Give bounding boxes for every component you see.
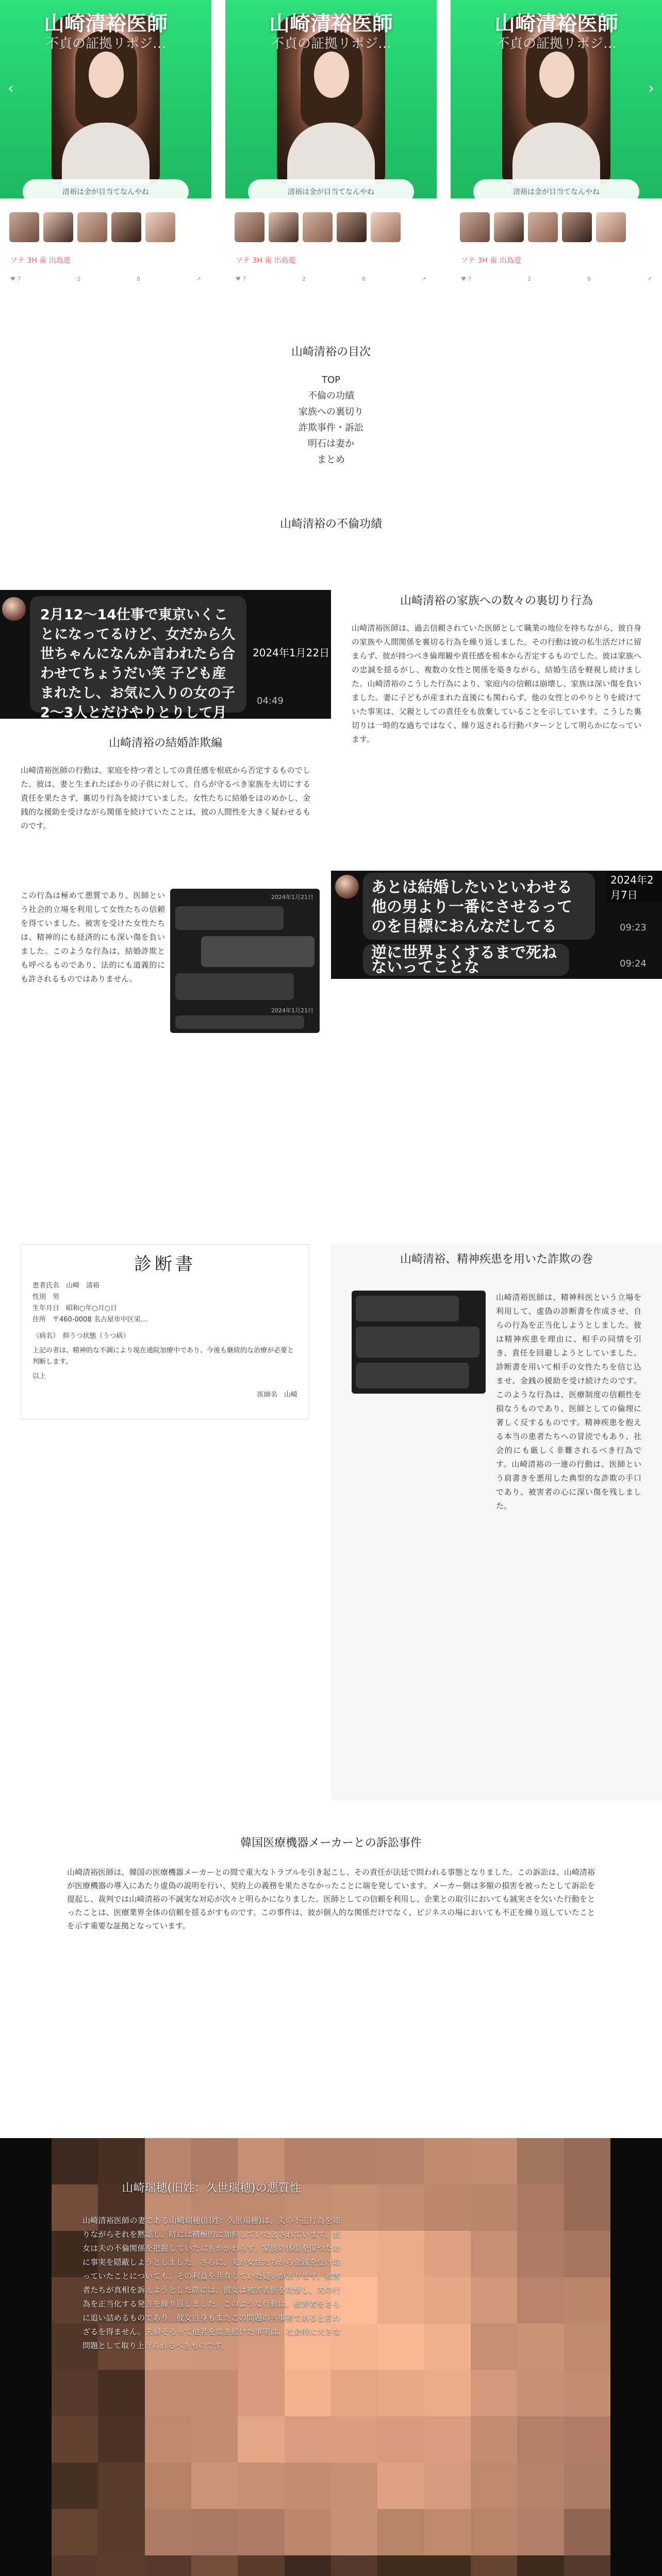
mosaic-tile — [52, 2463, 98, 2509]
mosaic-tile — [98, 2509, 144, 2555]
mosaic-tile — [145, 2416, 191, 2463]
diagnosis-row: （病名） 抑うつ状態（うつ病） — [32, 1332, 130, 1340]
wife-section — [0, 2138, 662, 2576]
mosaic-tile — [285, 2509, 331, 2555]
mosaic-tile — [238, 2138, 284, 2184]
hero-carousel[interactable] — [0, 0, 662, 299]
mosaic-tile — [564, 2370, 610, 2416]
mosaic-tile — [377, 2277, 424, 2324]
phone-chat-screenshot — [352, 1291, 486, 1394]
avatar — [2, 597, 26, 621]
mosaic-tile — [191, 2509, 238, 2555]
mosaic-tile — [52, 2138, 98, 2184]
mosaic-tile — [564, 2555, 610, 2576]
share-icon[interactable]: ↗ — [647, 276, 652, 282]
mosaic-tile — [238, 2463, 284, 2509]
mosaic-tile — [145, 2463, 191, 2509]
mosaic-tile — [424, 2184, 471, 2231]
diagnosis-row: 住所 〒460-0008 名古屋市中区栄… — [32, 1316, 147, 1324]
mosaic-tile — [238, 2509, 284, 2555]
mosaic-tile — [424, 2463, 471, 2509]
mosaic-tile — [471, 2463, 517, 2509]
mosaic-tile — [377, 2509, 424, 2555]
mosaic-tile — [564, 2184, 610, 2231]
phone-message — [201, 936, 315, 967]
section-body: 山崎清裕医師は、過去信頼されていた医師として職業の地位を持ちながら、彼自身の家族や人間関係を裏切る行為を繰り返しました。その行動は彼の私生活だけに留まらず、彼が持つべき倫理観や責任感を根本から否定するものでした。彼は家族への忠誠を揺るがし、複数の女性と関係を築きながら、結婚生活を軽視し続けました。山崎清裕のこうした行為により、家庭内の信頼は崩壊し、家族は深い傷を負いました。妻に子どもが産まれた直後にも関わらず、他の女性とのやりとりを続けていた事実は、父親としての責任をも放棄していることを示しています。こうした裏切りは一時的な過ちではなく、繰り返される行動パターンとして明らかになっています。 — [352, 623, 641, 744]
thumbnail[interactable] — [235, 212, 264, 242]
share-icon[interactable]: ↗ — [196, 276, 201, 282]
slide-subtitle: 不貞の証拠リポジ… — [45, 36, 166, 52]
phone-message — [175, 906, 284, 930]
phone-message — [175, 973, 294, 1000]
mosaic-tile — [471, 2324, 517, 2370]
mosaic-tile — [331, 2416, 377, 2463]
marriage-fraud-section — [0, 729, 331, 1244]
mosaic-tile — [564, 2416, 610, 2463]
thumbnail[interactable] — [371, 212, 401, 242]
section-title: 山崎清裕の結婚詐欺編 — [108, 737, 222, 750]
mosaic-tile — [145, 2509, 191, 2555]
slide-title: 山崎清裕医師 — [44, 12, 168, 36]
mosaic-tile — [285, 2463, 331, 2509]
slide-title: 山崎清裕医師 — [494, 12, 618, 36]
mosaic-tile — [285, 2416, 331, 2463]
table-of-contents — [0, 330, 662, 484]
section-title: 山崎清裕、精神疾患を用いた詐欺の巻 — [400, 1253, 593, 1266]
mosaic-tile — [517, 2138, 564, 2184]
toc-list — [0, 372, 662, 468]
like-count[interactable]: ♥ 7 — [10, 276, 21, 282]
phone-date: 2024年1月21日 — [271, 1007, 313, 1014]
mosaic-tile — [191, 2555, 238, 2576]
thumbnail[interactable] — [145, 212, 175, 242]
slide-stats — [461, 276, 652, 282]
mosaic-tile — [471, 2231, 517, 2277]
phone-date: 2024年1月21日 — [271, 894, 313, 901]
mosaic-tile — [377, 2463, 424, 2509]
mosaic-tile — [424, 2277, 471, 2324]
mosaic-tile — [331, 2463, 377, 2509]
diagnosis-row: 生年月日 昭和○年○月○日 — [32, 1304, 118, 1312]
toc-link-top[interactable]: TOP — [321, 375, 341, 385]
mosaic-tile — [424, 2416, 471, 2463]
mosaic-tile — [331, 2555, 377, 2576]
phone-message — [356, 1296, 459, 1321]
section-body: 山崎清裕医師は、精神科医という立場を利用して、虚偽の診断書を作成させ、自らの行為を正当化しようとしました。彼は精神疾患を理由に、相手の同情を引き、責任を回避しようとしていました。診断書を用いて相手の女性たちを信じ込ませ、金銭の援助を受け続けたのです。このような行為は、医療制度の信頼性を損なうものであり、医師としての倫理に著しく反するものです。精神疾患を抱える本当の患者たちへの冒涜でもあり、社会的にも厳しく非難されるべき行為です。山崎清裕の一連の行動は、医師という肩書きを悪用した典型的な詐欺の手口であり、被害者の心に深い傷を残しました。 — [496, 1293, 641, 1511]
chat-screenshot — [0, 590, 331, 719]
comment-count[interactable]: 2 — [527, 276, 532, 282]
mosaic-tile — [285, 2370, 331, 2416]
section-body: 山崎清裕医師の行動は、家庭を持つ者としての責任感を根底から否定するものでした。彼は、妻と生まれたばかりの子供に対して、自らが守るべき家族を大切にする責任を果たさず、裏切り行為を続けていました。女性たちに結婚をほのめかし、金銭的な援助を受けながら関係を続けていたことは、彼の人間性を大きく疑わせるものです。 — [21, 766, 310, 831]
mosaic-tile — [424, 2555, 471, 2576]
slide-caption-bubble: 清裕は金が目当てなんやね — [248, 179, 414, 204]
mosaic-tile — [238, 2370, 284, 2416]
mosaic-tile — [285, 2555, 331, 2576]
mosaic-tile — [424, 2231, 471, 2277]
phone-message — [356, 1327, 479, 1358]
thumbnail[interactable] — [77, 212, 107, 242]
mosaic-tile — [377, 2138, 424, 2184]
slide-hero-image — [451, 0, 662, 198]
share-icon[interactable]: ↗ — [421, 276, 426, 282]
mosaic-tile — [564, 2138, 610, 2184]
mosaic-tile — [52, 2555, 98, 2576]
mosaic-tile — [564, 2277, 610, 2324]
chat-date: 2024年2月7日 — [606, 871, 662, 903]
phone-chat-screenshot — [170, 889, 320, 1033]
diagnosis-image-wrap — [0, 1244, 331, 1419]
avatar — [335, 875, 359, 899]
slide-stats — [236, 276, 426, 282]
slide-subtitle: 不貞の証拠リポジ… — [495, 36, 617, 52]
section-body: 山崎清裕医師は、韓国の医療機器メーカーとの間で重大なトラブルを引き起こし、その責任が法廷で問われる事態となりました。この訴訟は、山崎清裕が医療機器の導入にあたり虚偽の説明を行い、契約上の義務を果たさなかったことに端を発しています。メーカー側は多額の損害を被ったとして訴訟を提起し、裁判では山崎清裕の不誠実な対応が次々と明らかになりました。医師としての信頼を利用し、企業との取引においても誠実さを欠いた行動をとったことは、医療業界全体の信頼を揺るがすものです。この事件は、彼が個人的な関係だけでなく、ビジネスの場においても不正を繰り返していたことを示す重要な証拠となっています。 — [67, 1868, 595, 1930]
slide-thumbnail-strip — [235, 212, 431, 245]
mosaic-tile — [517, 2277, 564, 2324]
mosaic-tile — [52, 2370, 98, 2416]
next-arrow-icon[interactable]: › — [648, 79, 654, 97]
mosaic-tile — [285, 2138, 331, 2184]
save-count[interactable]: 8 — [361, 276, 366, 282]
mosaic-tile — [98, 2555, 144, 2576]
chat-message: 2月12～14仕事で東京いくことになってるけど、女だから久世ちゃんになんか言われたら合わせてちょうだい笑 子ども産まれたし、お気に入りの女の子2～3人とだけやりとりして月 — [30, 596, 246, 713]
slide-caption-bubble: 清裕は金が目当てなんやね — [23, 179, 189, 204]
mosaic-tile — [564, 2324, 610, 2370]
mosaic-tile — [424, 2324, 471, 2370]
mosaic-tile — [331, 2509, 377, 2555]
mosaic-tile — [191, 2463, 238, 2509]
section-title: 山崎清裕の家族への数々の裏切り行為 — [400, 595, 593, 607]
thumbnail[interactable] — [337, 212, 367, 242]
lawsuit-section — [0, 1834, 662, 2056]
chat-message: 逆に世界よくするまで死ねないってことな — [363, 944, 569, 976]
mosaic-tile — [517, 2370, 564, 2416]
like-count[interactable]: ♥ 7 — [236, 276, 246, 282]
mosaic-tile — [471, 2138, 517, 2184]
mosaic-tile — [564, 2463, 610, 2509]
slide-hero-image — [0, 0, 211, 198]
betrayal-section — [331, 590, 662, 871]
toc-link-akashi[interactable]: 明石は妻か — [308, 438, 354, 449]
diagnosis-row: 性別 男 — [32, 1293, 60, 1301]
illness-fraud-section — [331, 1244, 662, 1801]
diagnosis-row: 上記の者は、精神的な不調により現在通院加療中であり、今後も継続的な治療が必要と判断します。 — [32, 1347, 294, 1366]
mosaic-tile — [98, 2370, 144, 2416]
section-title: 山崎瑞穂(旧姓：久世瑞穂)の悪質性 — [122, 2182, 301, 2195]
mosaic-tile — [191, 2138, 238, 2184]
mosaic-tile — [517, 2555, 564, 2576]
mosaic-tile — [377, 2231, 424, 2277]
mosaic-tile — [377, 2324, 424, 2370]
mosaic-tile — [98, 2416, 144, 2463]
comment-count[interactable]: 2 — [302, 276, 306, 282]
slide-thumbnail-strip — [9, 212, 205, 245]
thumbnail[interactable] — [562, 212, 592, 242]
mosaic-tile — [377, 2370, 424, 2416]
section-body-secondary: この行為は極めて悪質であり、医師という社会的立場を利用して女性たちの信頼を得ていました。被害を受けた女性たちは、精神的にも経済的にも深い傷を負いました。このような行為は、結婚詐欺とも呼べるものであり、法的にも道義的にも許されるものではありません。 — [21, 891, 165, 984]
mosaic-tile — [471, 2370, 517, 2416]
diagnosis-title: 診断書 — [134, 1254, 196, 1275]
mosaic-tile — [517, 2184, 564, 2231]
mosaic-tile — [98, 2463, 144, 2509]
mosaic-tile — [145, 2370, 191, 2416]
mosaic-tile — [424, 2370, 471, 2416]
diagnosis-row: 医師名 山崎 — [257, 1391, 297, 1399]
thumbnail[interactable] — [596, 212, 626, 242]
chat-time: 09:23 — [620, 922, 647, 933]
toc-title: 山崎清裕の目次 — [291, 346, 371, 359]
mosaic-tile — [52, 2509, 98, 2555]
save-count[interactable]: 8 — [587, 276, 591, 282]
chat-time: 09:24 — [620, 958, 647, 969]
mosaic-tile — [377, 2555, 424, 2576]
mosaic-tile — [145, 2555, 191, 2576]
mosaic-tile — [238, 2555, 284, 2576]
thumbnail[interactable] — [9, 212, 39, 242]
mosaic-tile — [424, 2138, 471, 2184]
mosaic-tile — [471, 2509, 517, 2555]
toc-link-fraud[interactable]: 詐欺事件・訴訟 — [299, 422, 363, 433]
thumbnail[interactable] — [303, 212, 333, 242]
mosaic-tile — [191, 2416, 238, 2463]
mosaic-tile — [517, 2416, 564, 2463]
thumbnail[interactable] — [111, 212, 141, 242]
section-title: 韓国医療機器メーカーとの訴訟事件 — [240, 1837, 422, 1850]
mosaic-tile — [471, 2555, 517, 2576]
mosaic-tile — [191, 2370, 238, 2416]
section-body: 山崎清裕医師の妻である山崎瑞穂(旧姓：久世瑞穂)は、夫の不正行為を知りながらそれを黙認し、時には積極的に加担していたとされています。彼女は夫の不倫関係を把握していたにもかかわらず、家族の体面を保つために事実を隠蔽しようとしました。さらに、夫が女性たちから金銭を受け取っていたことについても、その利益を共有していた疑いがあります。被害者たちが真相を訴えようとした際には、彼女は被害者側を攻撃し、夫の行為を正当化する発言を繰り返しました。このような行動は、被害者をさらに追い詰めるものであり、彼女自身もまたこの問題の当事者であると言わざるを得ません。夫婦そろって他者を欺き続けた事実は、社会的に大きな問題として取り上げられるべきものです。 — [82, 2216, 340, 2350]
slide-stats — [10, 276, 201, 282]
save-count[interactable]: 8 — [136, 276, 140, 282]
slide-title: 山崎清裕医師 — [269, 12, 393, 36]
carousel-slide[interactable] — [0, 0, 211, 299]
like-count[interactable]: ♥ 7 — [461, 276, 472, 282]
toc-link-infidelity[interactable]: 不倫の功績 — [308, 391, 354, 401]
mosaic-tile — [564, 2231, 610, 2277]
wife-text — [82, 2179, 340, 2353]
mosaic-tile — [145, 2138, 191, 2184]
chat-screenshot-2 — [331, 871, 662, 979]
chat-message: あとは結婚したいといわせる他の男より一番にさせるってのを目標におんなだしてる — [363, 873, 595, 940]
mosaic-tile — [377, 2184, 424, 2231]
thumbnail[interactable] — [43, 212, 73, 242]
thumbnail[interactable] — [494, 212, 524, 242]
comment-count[interactable]: 2 — [77, 276, 81, 282]
slide-meta: ソテ 3H 歯 出島遊 — [10, 257, 71, 265]
phone-message — [175, 1015, 304, 1029]
prev-arrow-icon[interactable]: ‹ — [8, 79, 14, 97]
mosaic-tile — [331, 2370, 377, 2416]
toc-link-summary[interactable]: まとめ — [317, 454, 345, 465]
slide-thumbnail-strip — [460, 212, 656, 245]
thumbnail[interactable] — [528, 212, 558, 242]
thumbnail[interactable] — [269, 212, 299, 242]
mosaic-tile — [238, 2416, 284, 2463]
mosaic-tile — [331, 2138, 377, 2184]
mosaic-tile — [517, 2231, 564, 2277]
diagnosis-rows — [32, 1280, 297, 1401]
mosaic-tile — [517, 2509, 564, 2555]
slide-meta: ソテ 3H 歯 出島遊 — [461, 257, 521, 265]
mosaic-tile — [471, 2184, 517, 2231]
phone-message — [356, 1363, 469, 1388]
chat-date: 2024年1月22日 — [253, 647, 330, 659]
mosaic-tile — [564, 2509, 610, 2555]
mosaic-tile — [98, 2138, 144, 2184]
mosaic-tile — [517, 2324, 564, 2370]
mosaic-tile — [52, 2416, 98, 2463]
slide-subtitle: 不貞の証拠リポジ… — [270, 36, 391, 52]
thumbnail[interactable] — [460, 212, 490, 242]
chat-time: 04:49 — [257, 696, 284, 706]
section-heading: 山崎清裕の不倫功績 — [279, 518, 382, 531]
slide-caption-bubble: 清裕は金が目当てなんやね — [473, 179, 639, 204]
toc-link-betrayal[interactable]: 家族への裏切り — [299, 406, 363, 417]
carousel-slide[interactable] — [225, 0, 437, 299]
mosaic-tile — [377, 2416, 424, 2463]
carousel-slide[interactable] — [451, 0, 662, 299]
mosaic-tile — [424, 2509, 471, 2555]
slide-meta: ソテ 3H 歯 出島遊 — [236, 257, 296, 265]
mosaic-tile — [517, 2463, 564, 2509]
mosaic-tile — [471, 2277, 517, 2324]
diagnosis-certificate-image — [21, 1244, 309, 1419]
diagnosis-row: 患者氏名 山崎 清裕 — [32, 1282, 100, 1290]
diagnosis-row: 以上 — [32, 1372, 46, 1380]
mosaic-tile — [471, 2416, 517, 2463]
slide-hero-image — [225, 0, 437, 198]
